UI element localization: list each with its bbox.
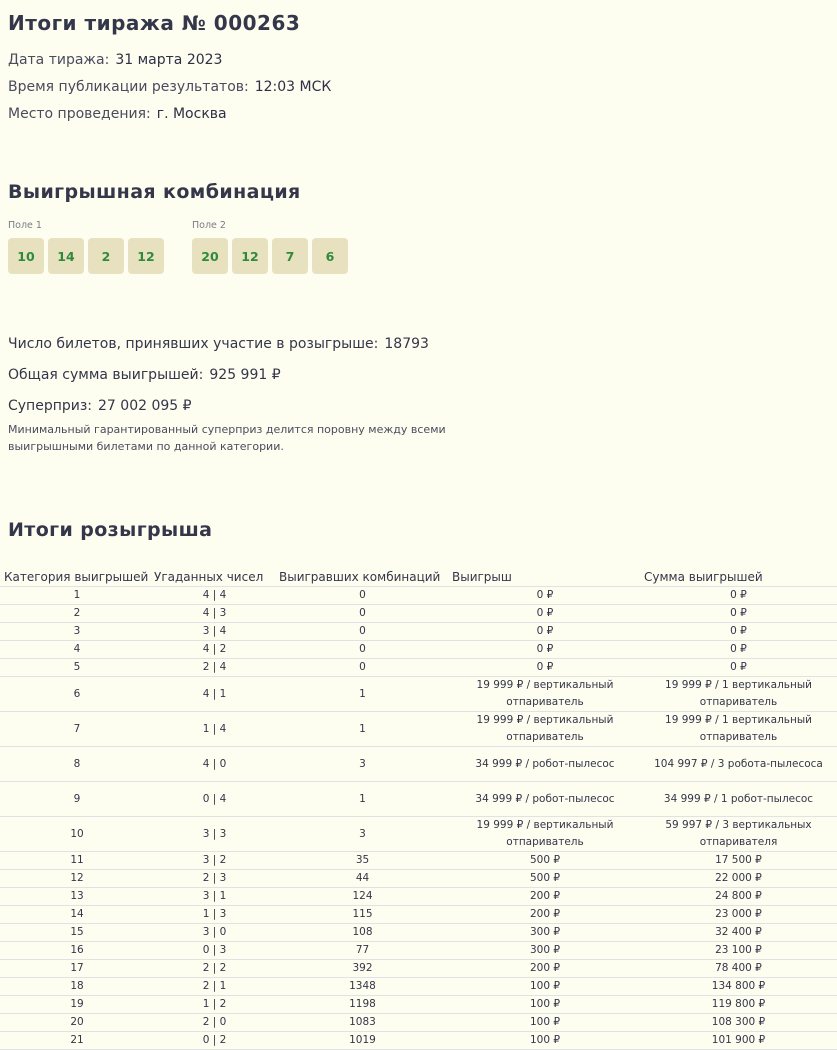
table-row (0, 942, 837, 960)
total-cell: 34 999 ₽ / 1 робот-пылесос (640, 782, 837, 817)
table-header-row (0, 567, 837, 587)
prize-cell: 100 ₽ (450, 996, 640, 1014)
table-row (0, 1032, 837, 1050)
draw-date (8, 52, 222, 68)
column-header-prize: Выигрыш (450, 567, 640, 587)
table-row (0, 906, 837, 924)
category-cell: 10 (0, 817, 154, 852)
prize-cell: 500 ₽ (450, 852, 640, 870)
total-cell: 101 900 ₽ (640, 1032, 837, 1050)
prize-cell: 200 ₽ (450, 906, 640, 924)
draw-date-value: 31 марта 2023 (115, 52, 223, 68)
prize-cell: 100 ₽ (450, 1032, 640, 1050)
category-cell: 17 (0, 960, 154, 978)
prize-cell: 100 ₽ (450, 978, 640, 996)
table-row (0, 1014, 837, 1032)
prize-cell: 200 ₽ (450, 960, 640, 978)
total-cell: 19 999 ₽ / 1 вертикальный отпариватель (640, 677, 837, 712)
matched-cell: 4 | 4 (154, 587, 275, 605)
matched-cell: 2 | 1 (154, 978, 275, 996)
prize-cell: 200 ₽ (450, 888, 640, 906)
matched-cell: 0 | 4 (154, 782, 275, 817)
prize-cell: 34 999 ₽ / робот-пылесос (450, 782, 640, 817)
winning-number: 2 (88, 238, 124, 274)
table-row (0, 996, 837, 1014)
winning-number: 12 (232, 238, 268, 274)
category-cell: 20 (0, 1014, 154, 1032)
results-table (0, 567, 837, 1050)
table-row (0, 782, 837, 817)
matched-cell: 3 | 2 (154, 852, 275, 870)
table-row (0, 852, 837, 870)
combinations-cell: 1019 (275, 1032, 450, 1050)
field1-numbers (8, 238, 164, 274)
category-cell: 18 (0, 978, 154, 996)
column-header-winning-combinations: Выигравших комбинаций (275, 567, 450, 587)
winning-number: 7 (272, 238, 308, 274)
table-row (0, 641, 837, 659)
category-cell: 16 (0, 942, 154, 960)
category-cell: 4 (0, 641, 154, 659)
draw-place (8, 106, 227, 122)
matched-cell: 3 | 4 (154, 623, 275, 641)
table-row (0, 747, 837, 782)
table-row (0, 870, 837, 888)
combinations-cell: 0 (275, 659, 450, 677)
results-table-body (0, 587, 837, 1050)
category-cell: 3 (0, 623, 154, 641)
column-header-total: Сумма выигрышей (640, 567, 837, 587)
category-cell: 11 (0, 852, 154, 870)
total-cell: 23 100 ₽ (640, 942, 837, 960)
combinations-cell: 0 (275, 623, 450, 641)
total-cell: 17 500 ₽ (640, 852, 837, 870)
category-cell: 9 (0, 782, 154, 817)
winning-combination-heading: Выигрышная комбинация (8, 181, 301, 203)
draw-place-label: Место проведения: (8, 106, 151, 122)
winning-number: 10 (8, 238, 44, 274)
prize-cell: 0 ₽ (450, 605, 640, 623)
matched-cell: 1 | 3 (154, 906, 275, 924)
total-winnings-label: Общая сумма выигрышей: (8, 367, 204, 383)
total-cell: 78 400 ₽ (640, 960, 837, 978)
total-cell: 19 999 ₽ / 1 вертикальный отпариватель (640, 712, 837, 747)
combinations-cell: 1 (275, 782, 450, 817)
prize-cell: 19 999 ₽ / вертикальный отпариватель (450, 712, 640, 747)
combinations-cell: 108 (275, 924, 450, 942)
winning-number: 6 (312, 238, 348, 274)
superprize (8, 398, 192, 414)
prize-cell: 0 ₽ (450, 641, 640, 659)
table-row (0, 677, 837, 712)
total-cell: 0 ₽ (640, 623, 837, 641)
matched-cell: 1 | 4 (154, 712, 275, 747)
total-cell: 23 000 ₽ (640, 906, 837, 924)
field2-numbers (192, 238, 348, 274)
combinations-cell: 392 (275, 960, 450, 978)
total-cell: 24 800 ₽ (640, 888, 837, 906)
total-cell: 59 997 ₽ / 3 вертикальных отпаривателя (640, 817, 837, 852)
total-cell: 104 997 ₽ / 3 робота-пылесоса (640, 747, 837, 782)
prize-cell: 100 ₽ (450, 1014, 640, 1032)
superprize-value: 27 002 095 ₽ (98, 398, 192, 414)
matched-cell: 4 | 0 (154, 747, 275, 782)
prize-cell: 500 ₽ (450, 870, 640, 888)
table-row (0, 605, 837, 623)
matched-cell: 2 | 3 (154, 870, 275, 888)
prize-cell: 34 999 ₽ / робот-пылесос (450, 747, 640, 782)
combinations-cell: 3 (275, 817, 450, 852)
category-cell: 13 (0, 888, 154, 906)
combinations-cell: 1348 (275, 978, 450, 996)
winning-number: 20 (192, 238, 228, 274)
combinations-cell: 1 (275, 712, 450, 747)
category-cell: 21 (0, 1032, 154, 1050)
table-row (0, 587, 837, 605)
combinations-cell: 1083 (275, 1014, 450, 1032)
combinations-cell: 35 (275, 852, 450, 870)
total-cell: 0 ₽ (640, 605, 837, 623)
combinations-cell: 77 (275, 942, 450, 960)
combinations-cell: 115 (275, 906, 450, 924)
matched-cell: 2 | 4 (154, 659, 275, 677)
tickets-count (8, 336, 429, 352)
draw-date-label: Дата тиража: (8, 52, 110, 68)
table-row (0, 960, 837, 978)
draw-place-value: г. Москва (156, 106, 227, 122)
category-cell: 19 (0, 996, 154, 1014)
field1-label: Поле 1 (8, 220, 42, 231)
prize-cell: 300 ₽ (450, 942, 640, 960)
publish-time-value: 12:03 МСК (254, 79, 332, 95)
winning-number: 12 (128, 238, 164, 274)
total-cell: 119 800 ₽ (640, 996, 837, 1014)
superprize-note: Минимальный гарантированный суперприз делится поровну между всеми выигрышными билетами по данной категории. (8, 423, 446, 453)
combinations-cell: 0 (275, 641, 450, 659)
field2-label: Поле 2 (192, 220, 226, 231)
matched-cell: 4 | 2 (154, 641, 275, 659)
category-cell: 14 (0, 906, 154, 924)
table-row (0, 623, 837, 641)
prize-cell: 0 ₽ (450, 623, 640, 641)
matched-cell: 2 | 2 (154, 960, 275, 978)
matched-cell: 3 | 0 (154, 924, 275, 942)
prize-cell: 19 999 ₽ / вертикальный отпариватель (450, 677, 640, 712)
combinations-cell: 3 (275, 747, 450, 782)
category-cell: 8 (0, 747, 154, 782)
category-cell: 6 (0, 677, 154, 712)
table-row (0, 817, 837, 852)
category-cell: 2 (0, 605, 154, 623)
total-cell: 134 800 ₽ (640, 978, 837, 996)
publish-time-label: Время публикации результатов: (8, 79, 249, 95)
total-winnings-value: 925 991 ₽ (209, 367, 281, 383)
matched-cell: 4 | 1 (154, 677, 275, 712)
combinations-cell: 1 (275, 677, 450, 712)
total-cell: 0 ₽ (640, 641, 837, 659)
total-cell: 0 ₽ (640, 659, 837, 677)
table-row (0, 659, 837, 677)
tickets-count-label: Число билетов, принявших участие в розыгрыше: (8, 336, 379, 352)
table-row (0, 924, 837, 942)
column-header-category: Категория выигрышей (0, 567, 154, 587)
category-cell: 12 (0, 870, 154, 888)
table-row (0, 978, 837, 996)
matched-cell: 2 | 0 (154, 1014, 275, 1032)
total-cell: 0 ₽ (640, 587, 837, 605)
combinations-cell: 0 (275, 605, 450, 623)
prize-cell: 0 ₽ (450, 587, 640, 605)
category-cell: 15 (0, 924, 154, 942)
winning-number: 14 (48, 238, 84, 274)
page-title: Итоги тиража № 000263 (8, 11, 301, 35)
combinations-cell: 1198 (275, 996, 450, 1014)
matched-cell: 4 | 3 (154, 605, 275, 623)
combinations-cell: 44 (275, 870, 450, 888)
total-cell: 22 000 ₽ (640, 870, 837, 888)
matched-cell: 1 | 2 (154, 996, 275, 1014)
combinations-cell: 124 (275, 888, 450, 906)
prize-cell: 300 ₽ (450, 924, 640, 942)
total-cell: 32 400 ₽ (640, 924, 837, 942)
category-cell: 7 (0, 712, 154, 747)
tickets-count-value: 18793 (384, 336, 429, 352)
publish-time (8, 79, 331, 95)
table-row (0, 712, 837, 747)
matched-cell: 0 | 3 (154, 942, 275, 960)
superprize-label: Суперприз: (8, 398, 93, 414)
total-cell: 108 300 ₽ (640, 1014, 837, 1032)
matched-cell: 0 | 2 (154, 1032, 275, 1050)
prize-cell: 19 999 ₽ / вертикальный отпариватель (450, 817, 640, 852)
total-winnings (8, 367, 281, 383)
results-heading: Итоги розыгрыша (8, 519, 213, 541)
category-cell: 1 (0, 587, 154, 605)
combinations-cell: 0 (275, 587, 450, 605)
category-cell: 5 (0, 659, 154, 677)
matched-cell: 3 | 3 (154, 817, 275, 852)
prize-cell: 0 ₽ (450, 659, 640, 677)
column-header-matched: Угаданных чисел (154, 567, 275, 587)
table-row (0, 888, 837, 906)
matched-cell: 3 | 1 (154, 888, 275, 906)
